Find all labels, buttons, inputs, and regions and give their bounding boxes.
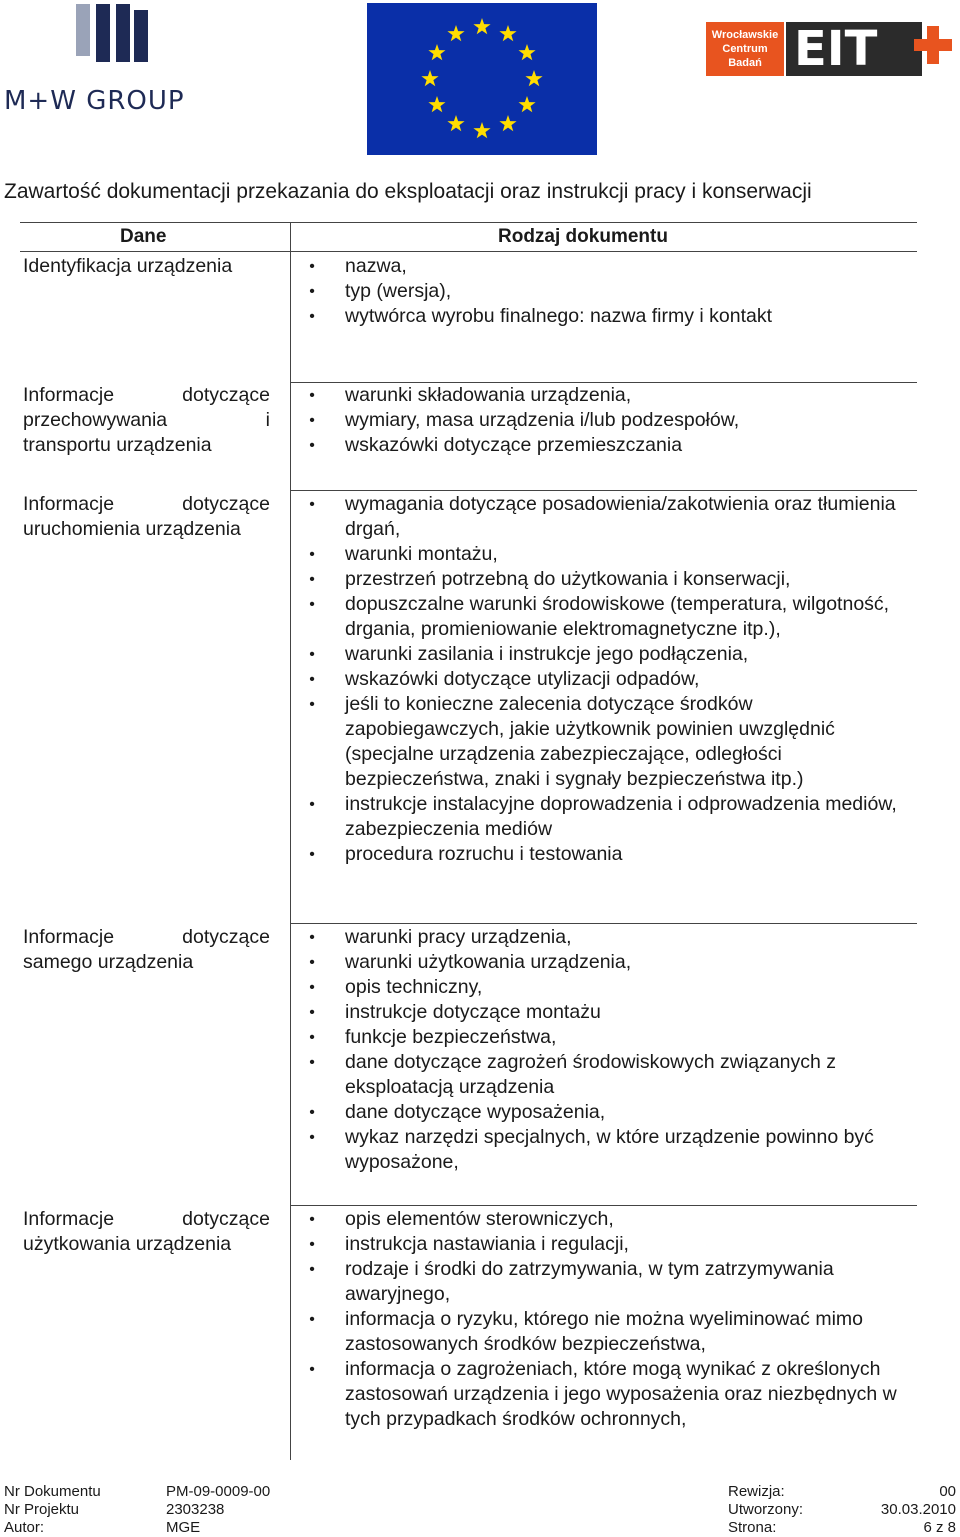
bullet-icon: •	[309, 437, 315, 454]
list-item	[305, 254, 915, 279]
row-separator	[290, 923, 917, 924]
bullet-icon: •	[309, 412, 315, 429]
bullet-icon: •	[309, 1129, 315, 1146]
eit-org-line-2: Centrum	[722, 43, 768, 55]
document-type-list	[305, 254, 915, 329]
document-type-list	[305, 492, 915, 867]
page-footer	[4, 1483, 960, 1537]
eit-org-line-1: Wrocławskie	[711, 29, 779, 41]
bullet-icon: •	[309, 1029, 315, 1046]
footer-row-author	[4, 1519, 960, 1537]
document-type-list	[305, 1207, 915, 1432]
footer-author-value: MGE	[166, 1519, 201, 1536]
list-item	[305, 592, 915, 642]
row-label	[23, 254, 270, 279]
list-item	[305, 542, 915, 567]
list-item-text: warunki składowania urządzenia,	[345, 384, 632, 406]
bullet-icon: •	[309, 1361, 315, 1378]
eu-star-icon	[428, 44, 445, 60]
row-label-line: Identyfikacja urządzenia	[23, 255, 233, 277]
footer-created-label: Utworzony:	[728, 1501, 804, 1518]
document-type-list	[305, 925, 915, 1175]
footer-revision-label: Rewizja:	[728, 1483, 785, 1500]
list-item	[305, 1357, 915, 1432]
list-item	[305, 492, 915, 542]
footer-created-value: 30.03.2010	[880, 1501, 956, 1518]
list-item	[305, 950, 915, 975]
list-item-text: opis elementów sterowniczych,	[345, 1208, 614, 1230]
list-item-text: instrukcje dotyczące montażu	[345, 1001, 601, 1023]
list-item	[305, 1100, 915, 1125]
row-label-line: samego urządzenia	[23, 951, 194, 973]
list-item	[305, 975, 915, 1000]
table-top-rule	[20, 222, 917, 223]
row-separator	[290, 1205, 917, 1206]
bullet-icon: •	[309, 258, 315, 275]
list-item	[305, 842, 915, 867]
list-item	[305, 279, 915, 304]
eu-flag-logo	[367, 3, 597, 155]
list-item-text: warunki zasilania i instrukcje jego podłączenia,	[345, 643, 749, 665]
footer-row-document	[4, 1483, 960, 1501]
eu-star-icon	[473, 18, 490, 34]
row-label	[23, 383, 270, 458]
document-type-list	[305, 383, 915, 458]
list-item-text: wskazówki dotyczące utylizacji odpadów,	[345, 668, 700, 690]
list-item	[305, 383, 915, 408]
eu-star-icon	[447, 25, 464, 41]
list-item-text: funkcje bezpieczeństwa,	[345, 1026, 557, 1048]
bullet-icon: •	[309, 1261, 315, 1278]
bullet-icon: •	[309, 696, 315, 713]
row-label-line: transportu urządzenia	[23, 434, 212, 456]
column-divider	[290, 222, 291, 1460]
bullet-icon: •	[309, 1236, 315, 1253]
mw-group-logo	[4, 4, 214, 116]
bullet-icon: •	[309, 1311, 315, 1328]
eu-star-icon	[421, 70, 438, 86]
list-item	[305, 304, 915, 329]
bullet-icon: •	[309, 283, 315, 300]
page-title: Zawartość dokumentacji przekazania do eksploatacji oraz instrukcji pracy i konserwacji	[4, 180, 812, 203]
list-item-text: rodzaje i środki do zatrzymywania, w tym zatrzymywania awaryjnego,	[345, 1258, 834, 1305]
eu-star-icon	[519, 44, 536, 60]
list-item	[305, 925, 915, 950]
eit-plus-logo	[706, 22, 952, 78]
list-item-text: warunki montażu,	[345, 543, 498, 565]
list-item	[305, 642, 915, 667]
list-item-text: dopuszczalne warunki środowiskowe (temperatura, wilgotność, drgania, promieniowanie elektromagnetyczne itp.),	[345, 593, 890, 640]
list-item-text: procedura rozruchu i testowania	[345, 843, 623, 865]
footer-row-project	[4, 1501, 960, 1519]
list-item	[305, 792, 915, 842]
list-item-text: wymagania dotyczące posadowienia/zakotwienia oraz tłumienia drgań,	[345, 493, 896, 540]
bullet-icon: •	[309, 1104, 315, 1121]
bullet-icon: •	[309, 571, 315, 588]
list-item	[305, 433, 915, 458]
list-item	[305, 1232, 915, 1257]
bullet-icon: •	[309, 796, 315, 813]
row-label	[23, 492, 270, 542]
list-item-text: wymiary, masa urządzenia i/lub podzespołów,	[345, 409, 740, 431]
list-item-text: informacja o zagrożeniach, które mogą wynikać z określonych zastosowań urządzenia i jego wyposażenia oraz niezbędnych w tych przypadkach środków ochronnych,	[345, 1358, 897, 1430]
list-item-text: typ (wersja),	[345, 280, 452, 302]
bullet-icon: •	[309, 846, 315, 863]
bullet-icon: •	[309, 387, 315, 404]
list-item-text: wytwórca wyrobu finalnego: nazwa firmy i kontakt	[345, 305, 773, 327]
bullet-icon: •	[309, 954, 315, 971]
bullet-icon: •	[309, 1054, 315, 1071]
list-item-text: dane dotyczące wyposażenia,	[345, 1101, 606, 1123]
eu-star-icon	[447, 115, 464, 131]
footer-page-label: Strona:	[728, 1519, 777, 1536]
list-item	[305, 1000, 915, 1025]
bullet-icon: •	[309, 929, 315, 946]
list-item	[305, 408, 915, 433]
list-item	[305, 567, 915, 592]
mw-group-wordmark: M+W GROUP	[4, 86, 185, 116]
bullet-icon: •	[309, 979, 315, 996]
footer-project-label: Nr Projektu	[4, 1501, 80, 1518]
list-item	[305, 1307, 915, 1357]
bullet-icon: •	[309, 496, 315, 513]
list-item-text: jeśli to konieczne zalecenia dotyczące środków zapobiegawczych, jakie użytkownik powinien uwzględnić (specjalne urządzenia zabezpieczające, odległości bezpieczeństwa, znaki i sygnały bezpieczeństwa itp.)	[345, 693, 835, 790]
row-label-line: Informacje dotyczące	[23, 384, 270, 406]
eit-org-line-3: Badań	[728, 57, 762, 69]
list-item	[305, 1207, 915, 1232]
bullet-icon: •	[309, 671, 315, 688]
bullet-icon: •	[309, 1211, 315, 1228]
list-item-text: opis techniczny,	[345, 976, 483, 998]
eu-star-icon	[473, 122, 490, 138]
list-item	[305, 1125, 915, 1175]
list-item-text: dane dotyczące zagrożeń środowiskowych związanych z eksploatacją urządzenia	[345, 1051, 836, 1098]
eu-star-icon	[525, 70, 542, 86]
footer-revision-value: 00	[939, 1483, 956, 1500]
eit-plus-org-box	[706, 22, 784, 76]
mw-group-logo-mark	[76, 4, 148, 62]
row-label-line: przechowywania i	[23, 409, 270, 431]
list-item-text: informacja o ryzyku, którego nie można wyeliminować mimo zastosowanych środków bezpieczeństwa,	[345, 1308, 864, 1355]
bullet-icon: •	[309, 1004, 315, 1021]
list-item-text: wykaz narzędzi specjalnych, w które urządzenie powinno być wyposażone,	[345, 1126, 874, 1173]
bullet-icon: •	[309, 596, 315, 613]
footer-author-label: Autor:	[4, 1519, 45, 1536]
list-item-text: warunki użytkowania urządzenia,	[345, 951, 632, 973]
eu-stars-icon	[367, 3, 597, 155]
eu-star-icon	[499, 115, 516, 131]
header-dane: Dane	[120, 226, 167, 247]
bullet-icon: •	[309, 546, 315, 563]
eu-star-icon	[519, 96, 536, 112]
footer-doc-label: Nr Dokumentu	[4, 1483, 101, 1500]
bullet-icon: •	[309, 308, 315, 325]
header-rodzaj-dokumentu: Rodzaj dokumentu	[498, 226, 668, 247]
header-bottom-rule	[20, 251, 917, 252]
row-label-line: uruchomienia urządzenia	[23, 518, 241, 540]
list-item-text: warunki pracy urządzenia,	[345, 926, 572, 948]
row-label	[23, 925, 270, 975]
row-label-line: Informacje dotyczące	[23, 493, 270, 515]
list-item	[305, 1257, 915, 1307]
eit-wordmark: EIT	[786, 22, 922, 76]
list-item-text: przestrzeń potrzebną do użytkowania i konserwacji,	[345, 568, 791, 590]
footer-project-value: 2303238	[166, 1501, 225, 1518]
list-item-text: instrukcja nastawiania i regulacji,	[345, 1233, 629, 1255]
plus-icon	[914, 26, 952, 64]
footer-doc-value: PM-09-0009-00	[166, 1483, 271, 1500]
bullet-icon: •	[309, 646, 315, 663]
row-label-line: użytkowania urządzenia	[23, 1233, 232, 1255]
list-item-text: instrukcje instalacyjne doprowadzenia i odprowadzenia mediów, zabezpieczenia mediów	[345, 793, 897, 840]
row-separator	[290, 490, 917, 491]
list-item	[305, 1050, 915, 1100]
row-label-line: Informacje dotyczące	[23, 926, 270, 948]
eu-star-icon	[428, 96, 445, 112]
list-item-text: nazwa,	[345, 255, 407, 277]
row-label	[23, 1207, 270, 1257]
eu-star-icon	[499, 25, 516, 41]
list-item	[305, 692, 915, 792]
row-label-line: Informacje dotyczące	[23, 1208, 270, 1230]
list-item	[305, 1025, 915, 1050]
list-item-text: wskazówki dotyczące przemieszczania	[345, 434, 683, 456]
footer-page-value: 6 z 8	[923, 1519, 956, 1536]
list-item	[305, 667, 915, 692]
